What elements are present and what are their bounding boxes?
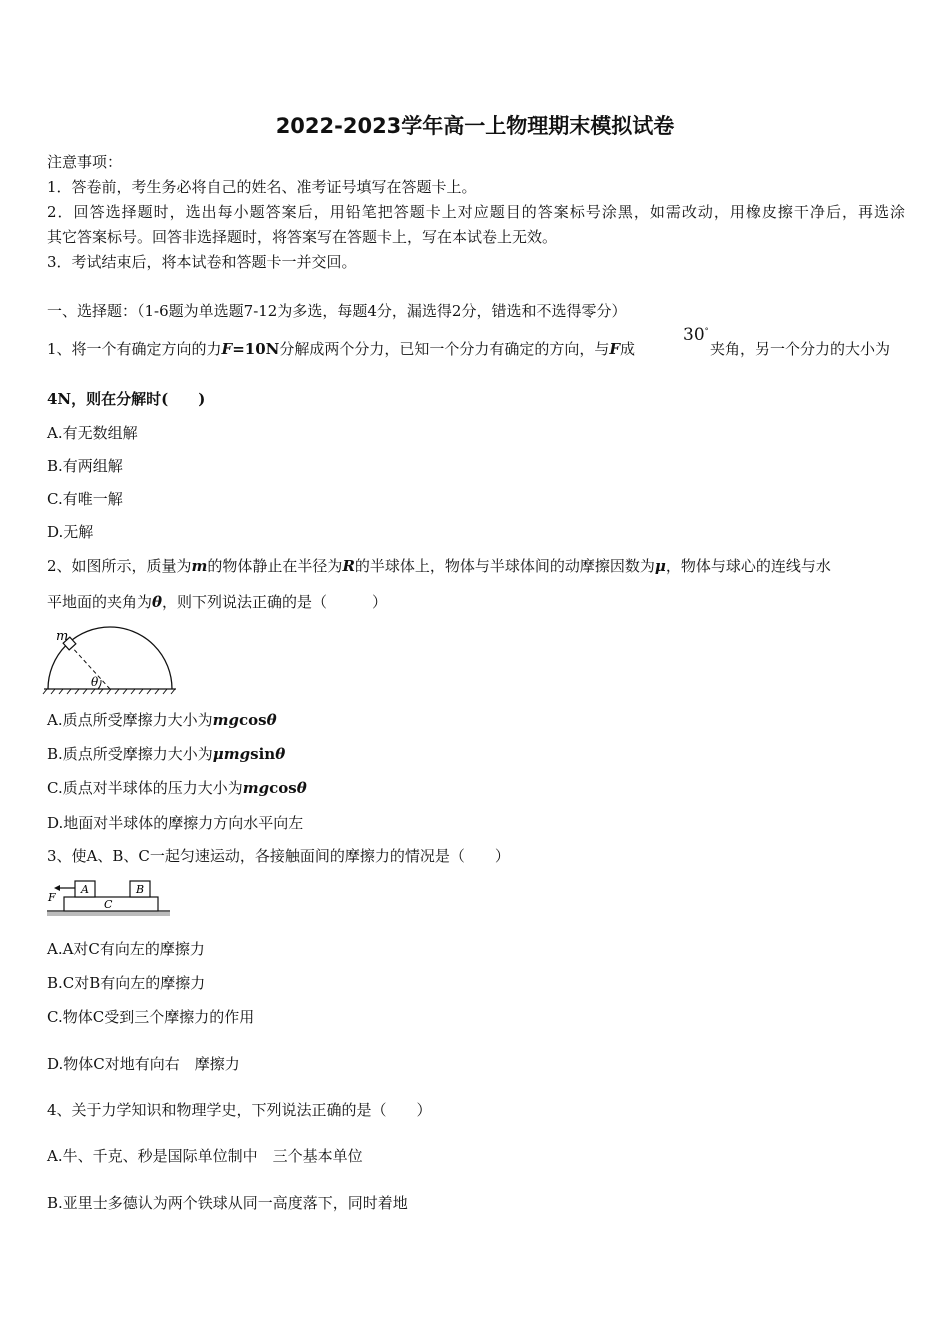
q2-option-b: B.质点所受摩擦力大小为μmgsinθ [47, 745, 286, 763]
mass-label: m [56, 629, 69, 644]
q4-stem: 4、关于力学知识和物理学史，下列说法正确的是（ ） [47, 1101, 432, 1119]
q1-option-b: B.有两组解 [47, 457, 123, 475]
q1-angle-value: 30° [683, 325, 709, 345]
q1-stem-line-2: 4N，则在分解时( ) [47, 390, 206, 408]
q2-option-a: A.质点所受摩擦力大小为mgcosθ [47, 711, 277, 729]
angle-arc [98, 680, 101, 689]
q1-option-a: A.有无数组解 [47, 424, 138, 442]
blocks-diagram [44, 876, 174, 918]
q1-stem-line-1: 1、将一个有确定方向的力F=10N分解成两个分力，已知一个分力有确定的方向，与F成 [47, 340, 636, 358]
q2-option-c: C.质点对半球体的压力大小为mgcosθ [47, 779, 307, 797]
q2-stem-line-1: 2、如图所示，质量为m的物体静止在半径为R的半球体上，物体与半球体间的动摩擦因数为μ，物体与球心的连线与水 [47, 557, 831, 575]
q3-option-c: C.物体C受到三个摩擦力的作用 [47, 1008, 255, 1026]
q3-option-b: B.C对B有向左的摩擦力 [47, 974, 206, 992]
q3-option-d: D.物体C对地有向右 摩擦力 [47, 1055, 240, 1073]
block-c-label: C [104, 898, 113, 911]
q1-option-c: C.有唯一解 [47, 490, 123, 508]
notice-heading: 注意事项： [47, 153, 123, 171]
force-label: F [48, 891, 56, 904]
q1-stem-line-1-end: 夹角，另一个分力的大小为 [710, 340, 891, 358]
notice-item-3: 3．考试结束后，将本试卷和答题卡一并交回。 [47, 253, 357, 271]
ground-hatching [43, 689, 175, 694]
hemisphere-diagram [44, 625, 176, 695]
q1-option-d: D.无解 [47, 523, 94, 541]
q2-option-d: D.地面对半球体的摩擦力方向水平向左 [47, 814, 304, 832]
angle-label: θ [91, 675, 99, 689]
block-a-label: A [81, 883, 89, 896]
page-title: 2022-2023学年高一上物理期末模拟试卷 [275, 114, 675, 138]
notice-item-2-line-1: 2．回答选择题时，选出每小题答案后，用铅笔把答题卡上对应题目的答案标号涂黑，如需改动，用橡皮擦干净后，再选涂 [47, 203, 905, 221]
block-b-label: B [136, 883, 145, 896]
notice-item-2-line-2: 其它答案标号。回答非选择题时，将答案写在答题卡上，写在本试卷上无效。 [47, 228, 558, 246]
ground-hatching [47, 913, 170, 915]
q4-option-b: B.亚里士多德认为两个铁球从同一高度落下，同时着地 [47, 1194, 408, 1212]
q3-option-a: A.A对C有向左的摩擦力 [47, 940, 205, 958]
radius-line [70, 645, 110, 689]
section-heading-choice: 一、选择题：（1-6题为单选题7-12为多选，每题4分，漏选得2分，错选和不选得零分） [47, 302, 627, 320]
q4-option-a: A.牛、千克、秒是国际单位制中 三个基本单位 [47, 1147, 363, 1165]
q3-stem: 3、使A、B、C一起匀速运动，各接触面间的摩擦力的情况是（ ） [47, 847, 510, 865]
notice-item-1: 1．答卷前，考生务必将自己的姓名、准考证号填写在答题卡上。 [47, 178, 477, 196]
q2-stem-line-2: 平地面的夹角为θ，则下列说法正确的是（ ） [47, 593, 388, 611]
